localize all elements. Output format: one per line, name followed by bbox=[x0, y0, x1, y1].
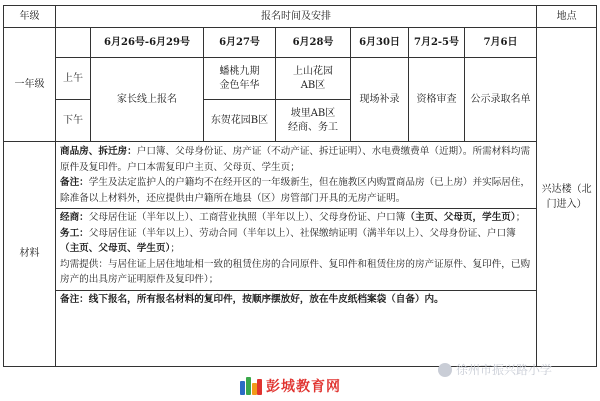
jun28-am-areas: 上山花园 AB区 bbox=[276, 58, 351, 100]
date-jun30: 6月30日 bbox=[351, 28, 409, 58]
period-pm: 下午 bbox=[56, 100, 91, 142]
header-grade: 年级 bbox=[4, 6, 56, 28]
pengcheng-brand-text: 彭城教育网 bbox=[266, 379, 341, 395]
school-watermark bbox=[438, 361, 552, 378]
materials-worker: 务工：父母居住证（半年以上）、劳动合同（半年以上）、社保缴纳证明（满半年以上）、父母身份证、户口簿（主页、父母页、学生页）； bbox=[60, 227, 516, 255]
date-jun28: 6月28号 bbox=[276, 28, 351, 58]
period-am: 上午 bbox=[56, 58, 91, 100]
jun28-pm-areas: 坡里AB区 经商、务工 bbox=[276, 100, 351, 142]
materials-business: 经商：父母居住证（半年以上）、工商营业执照（半年以上）、父母身份证、户口簿（主页、父母页，学生页）； bbox=[56, 208, 536, 226]
pengcheng-watermark bbox=[240, 376, 341, 396]
school-watermark-text: 徐州市振兴路小学 bbox=[456, 363, 553, 377]
qualification-review: 资格审查 bbox=[409, 58, 465, 142]
jun27-am-areas: 蟠桃九期 金色年华 bbox=[204, 58, 276, 100]
admission-list: 公示录取名单 bbox=[465, 58, 537, 142]
date-spacer bbox=[56, 28, 91, 58]
materials-content bbox=[56, 142, 537, 367]
date-jul6: 7月6日 bbox=[465, 28, 537, 58]
header-schedule: 报名时间及安排 bbox=[56, 6, 537, 28]
date-jun27: 6月27号 bbox=[204, 28, 276, 58]
parent-online-registration: 家长线上报名 bbox=[91, 58, 204, 142]
onsite-supplement: 现场补录 bbox=[351, 58, 409, 142]
materials-commercial: 商品房、拆迁房：户口簿、父母身份证、房产证（不动产证、拆迁证明）、水电费缴费单（近期）。所需材料均需原件及复印件。户口本需复印户主页、父母页、学生页； bbox=[60, 146, 531, 173]
location-cell: 兴达楼（北门进入） bbox=[537, 28, 597, 367]
date-jun26-29: 6月26号-6月29号 bbox=[91, 28, 204, 58]
grade-cell: 一年级 bbox=[4, 28, 56, 142]
header-location: 地点 bbox=[537, 6, 597, 28]
registration-schedule-table bbox=[3, 5, 597, 367]
wechat-logo-icon bbox=[438, 363, 452, 377]
materials-note-2: 备注：线下报名，所有报名材料的复印件，按顺序摆放好，放在牛皮纸档案袋（自备）内。 bbox=[56, 290, 536, 308]
materials-note-1: 备注：学生及法定监护人的户籍均不在经开区的一年级新生，但在施教区内购置商品房（已上房）并实际居住，除准备以上材料外，还应提供由户籍所在地县（区）房管部门开具的无房产证明。 bbox=[60, 177, 531, 204]
books-logo-icon bbox=[240, 377, 262, 395]
date-jul2-5: 7月2-5号 bbox=[409, 28, 465, 58]
jun27-pm-areas: 东贺花园B区 bbox=[204, 100, 276, 142]
materials-all-require: 均需提供：与居住证上居住地址相一致的租赁住房的合同原件、复印件和租赁住房的房产证原件、复印件，已购房产的出具房产证明原件及复印件）； bbox=[60, 258, 531, 286]
materials-label: 材料 bbox=[4, 142, 56, 367]
